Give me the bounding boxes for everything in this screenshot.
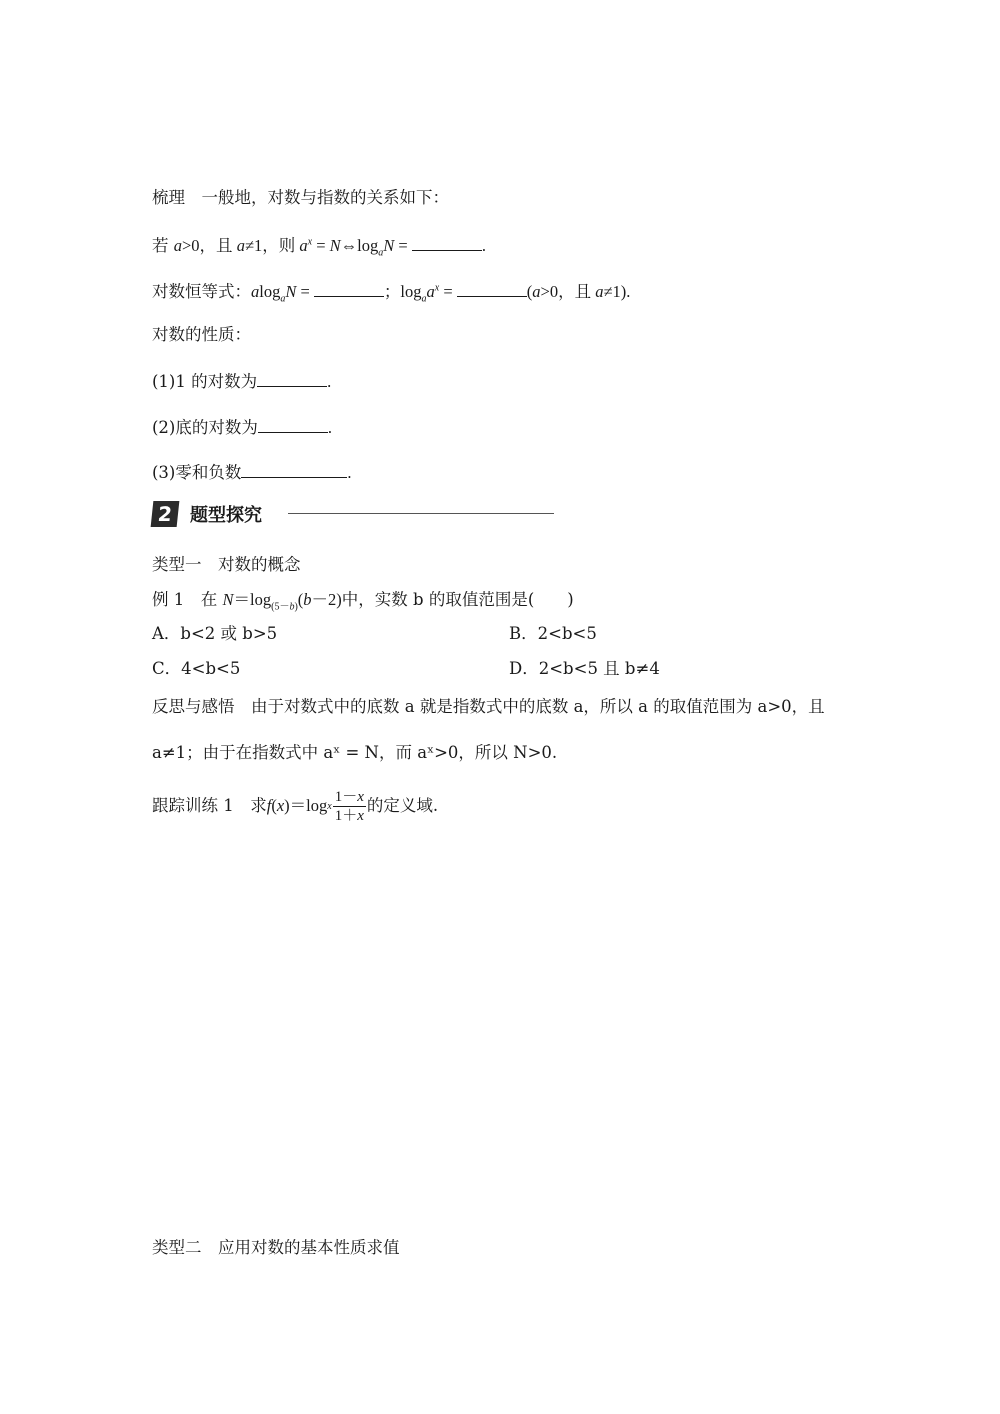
practice-1: 跟踪训练 1 求 f ( x )＝log x $\frac{1-x}{1+x}$ 的定义域.	[152, 789, 439, 824]
option-a[interactable]: A．b<2 或 b>5	[152, 624, 278, 643]
fraction: $\frac{1-x}{1+x}$	[334, 789, 364, 824]
properties-label: 对数的性质：	[152, 325, 251, 344]
log-exp-relation: 若 a>0，且 a≠1，则 $a^x$ = $N\Leftrightarrow\log_aN$ = .	[152, 236, 486, 259]
option-b[interactable]: B．2<b<5	[509, 624, 597, 643]
answer-blank[interactable]	[412, 236, 482, 251]
property-1: (1)1 的对数为 .	[152, 372, 332, 391]
section-header	[152, 500, 262, 528]
section-title: 题型探究	[190, 505, 262, 526]
reflection-line-2: a≠1；由于在指数式中 aˣ = N，而 aˣ>0，所以 N>0.	[152, 743, 558, 762]
summary-intro: 梳理 一般地，对数与指数的关系如下：	[152, 188, 449, 207]
section-divider	[288, 513, 554, 514]
answer-blank[interactable]	[257, 372, 327, 387]
type1-heading: 类型一 对数的概念	[152, 555, 301, 574]
property-2: (2)底的对数为 .	[152, 418, 332, 437]
reflection-line-1: 反思与感悟 由于对数式中的底数 a 就是指数式中的底数 a，所以 a 的取值范围为 a>0，且	[152, 697, 825, 716]
option-c[interactable]: C．4<b<5	[152, 659, 241, 678]
reflection-label: 反思与感悟	[152, 697, 235, 716]
answer-blank[interactable]	[314, 282, 384, 297]
answer-blank[interactable]	[241, 463, 347, 478]
property-3: (3)零和负数 .	[152, 463, 352, 482]
answer-blank[interactable]	[457, 282, 527, 297]
example-1: 例 1 在 $N=\log_{(5-b)}(b-2)$中，实数 b 的取值范围是( )	[152, 590, 574, 613]
answer-blank[interactable]	[258, 418, 328, 433]
log-identity: 对数恒等式：alog$_a$N = ；$\log_aa^x = (a>0$，且 a≠1).	[152, 282, 631, 305]
option-d[interactable]: D．2<b<5 且 b≠4	[509, 659, 660, 678]
section-number-badge: 2	[151, 501, 180, 527]
type2-heading: 类型二 应用对数的基本性质求值	[152, 1238, 400, 1257]
